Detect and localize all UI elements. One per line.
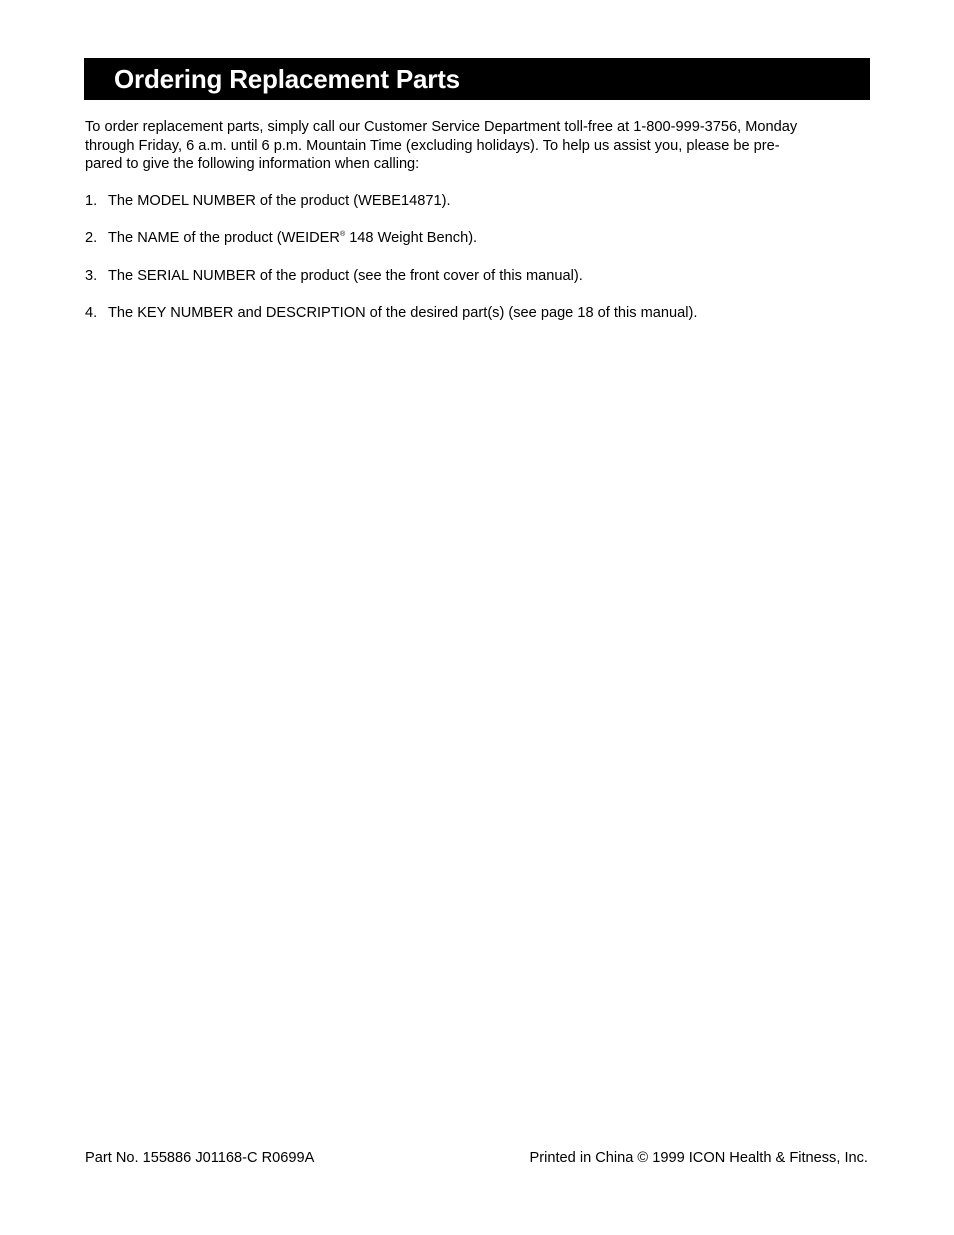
intro-paragraph [85, 118, 875, 174]
section-title-bar [84, 58, 870, 100]
intro-line: through Friday, 6 a.m. until 6 p.m. Mountain Time (excluding holidays). To help us assist you, please be pre- [85, 137, 780, 154]
list-item [85, 267, 875, 304]
list-item-number: 4. [85, 304, 98, 321]
footer-part-number: Part No. 155886 J01168-C R0699A [85, 1150, 315, 1166]
list-item-text: The SERIAL NUMBER of the product (see the front cover of this manual). [108, 267, 583, 284]
list-item [85, 229, 875, 266]
registered-mark: ® [339, 231, 346, 239]
list-item-text: The MODEL NUMBER of the product (WEBE14871). [108, 193, 451, 209]
footer-printed-info: Printed in China © 1999 ICON Health & Fitness, Inc. [529, 1150, 868, 1166]
list-item-number: 1. [85, 193, 98, 209]
list-item [85, 304, 875, 341]
list-item [85, 192, 875, 229]
list-item-text-continued: 148 Weight Bench). [345, 230, 478, 247]
intro-line: pared to give the following information when calling: [85, 156, 420, 172]
list-item-number: 3. [85, 267, 98, 284]
intro-line: To order replacement parts, simply call our Customer Service Department toll-free at 1-800-999-3756, Monday [85, 119, 798, 135]
list-item-text: The NAME of the product (WEIDER [108, 230, 340, 247]
list-item-text: The KEY NUMBER and DESCRIPTION of the desired part(s) (see page 18 of this manual). [108, 304, 698, 321]
info-list [85, 192, 875, 341]
list-item-number: 2. [85, 230, 98, 247]
page-title: Ordering Replacement Parts [114, 63, 460, 94]
